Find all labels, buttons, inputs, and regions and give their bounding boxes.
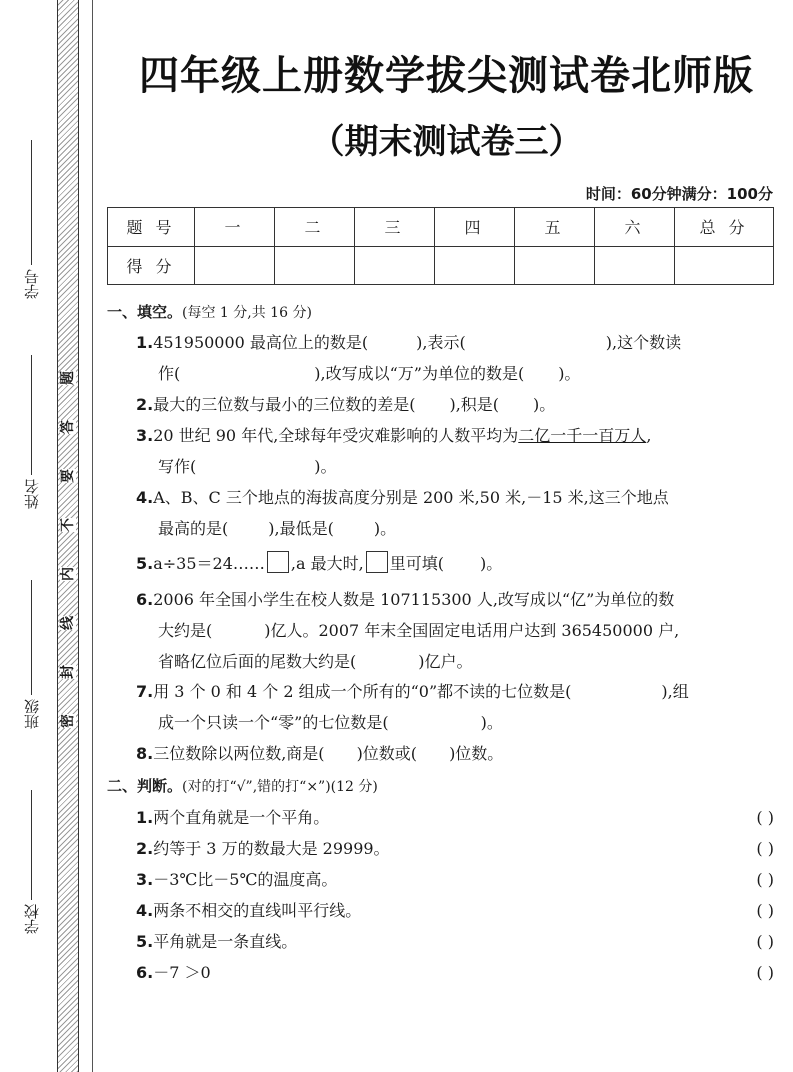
score-entry-cell[interactable] [675,246,774,285]
margin-field-label: 姓名 [22,479,41,509]
question-text: 最大的三位数与最小的三位数的差是( [153,395,416,414]
question-text: , [646,426,652,445]
margin-field-name [14,355,48,509]
score-entry-cell[interactable] [435,246,515,285]
answer-box[interactable] [366,551,388,573]
section-title: 一、填空。 [107,303,183,321]
page-title: 四年级上册数学拔尖测试卷北师版 [139,53,754,99]
page-subtitle: （期末测试卷三） [310,122,583,162]
question-number: 4. [136,488,154,507]
question-text: 451950000 最高位上的数是( [153,333,369,352]
judgment-item [136,957,774,988]
section-note: (对的打“√”,错的打“×”)(12 分) [182,779,378,795]
answer-paren[interactable]: ( ) [756,870,774,889]
question-text: )亿人。2007 年末全国固定电话用户达到 365450000 户, [264,621,680,640]
margin-field-label: 班级 [22,699,41,729]
question-text: 平角就是一条直线。 [153,932,298,951]
question-text: 最高的是( [158,519,229,538]
question-text: 约等于 3 万的数最大是 29999。 [153,839,390,858]
score-table-cell: 题 号 [108,208,195,247]
score-table-cell: 二 [275,208,355,247]
score-table-cell: 五 [515,208,595,247]
sealing-line-notice [60,370,76,762]
notice-char: 要 [60,469,76,483]
question-text: ),表示( [416,333,466,352]
question-text: ),组 [661,682,689,701]
question-6 [136,584,776,677]
section-heading [107,301,312,322]
score-entry-cell[interactable] [515,246,595,285]
question-text: 20 世纪 90 年代,全球每年受灾难影响的人数平均为 [153,426,519,445]
question-text: )。 [533,395,556,414]
question-text: )。 [373,519,397,538]
answer-box[interactable] [267,551,289,573]
score-table-cell: 六 [595,208,675,247]
section-note: (每空 1 分,共 16 分) [182,305,312,321]
score-entry-cell[interactable] [355,246,435,285]
notice-char: 不 [60,518,76,532]
score-table [107,207,774,285]
score-table-score-row [108,246,774,285]
question-text: 2006 年全国小学生在校人数是 107115300 人,改写成以“亿”为单位的数 [153,590,675,609]
question-number: 3. [136,870,154,889]
score-table-header-row [108,208,774,247]
question-text: ),这个数读 [605,333,682,352]
question-text: 省略亿位后面的尾数大约是( [158,652,357,671]
question-number: 1. [136,808,154,827]
margin-field-class [14,580,48,729]
question-text: ),积是( [449,395,500,414]
judgment-item [136,895,774,926]
score-table-cell: 三 [355,208,435,247]
section-heading [107,775,378,796]
answer-paren[interactable]: ( ) [756,808,774,827]
question-number: 2. [136,395,154,414]
question-text: )。 [480,713,503,732]
question-text: )亿户。 [418,652,473,671]
judgment-item [136,926,774,957]
question-number: 8. [136,744,154,763]
binding-margin [0,0,100,1072]
question-number: 6. [136,963,154,982]
score-table-cell: 总 分 [675,208,774,247]
notice-char: 内 [60,567,76,581]
question-number: 6. [136,590,154,609]
judgment-item [136,833,774,864]
question-text: a÷35＝24…… [153,554,265,573]
answer-paren[interactable]: ( ) [756,963,774,982]
question-text: ),最低是( [268,519,334,538]
score-table-cell: 得 分 [108,246,195,285]
question-3 [136,420,776,482]
question-7 [136,676,776,738]
notice-char: 线 [60,616,76,630]
question-number: 1. [136,333,154,352]
margin-field-student-id [14,140,48,299]
question-text: 写作( [158,457,197,476]
question-number: 4. [136,901,154,920]
question-text: 三位数除以两位数,商是( [153,744,325,763]
question-number: 5. [136,932,154,951]
question-text: )。 [479,554,503,573]
score-entry-cell[interactable] [275,246,355,285]
question-number: 5. [136,554,154,573]
score-entry-cell[interactable] [195,246,275,285]
underlined-text: 二亿一千一百万人 [518,426,647,445]
margin-field-school [14,790,48,934]
question-text: ),改写成以“万”为单位的数是( [314,364,525,383]
question-text: 成一个只读一个“零”的七位数是( [158,713,389,732]
question-text: 两条不相交的直线叫平行线。 [153,901,362,920]
score-entry-cell[interactable] [595,246,675,285]
question-text: 作( [158,364,181,383]
question-2 [136,389,776,420]
judgment-list [136,802,774,988]
margin-border-line [92,0,93,1072]
question-text: )位数或( [356,744,418,763]
question-number: 3. [136,426,154,445]
answer-paren[interactable]: ( ) [756,932,774,951]
margin-field-label: 学号 [22,269,41,299]
judgment-item [136,864,774,895]
notice-char: 密 [60,714,76,728]
section-title: 二、判断。 [107,777,183,795]
question-8 [136,738,776,769]
notice-char: 答 [60,420,76,434]
question-text: ,a 最大时, [290,554,364,573]
question-text: －7 ＞0 [153,963,211,982]
score-table-cell: 一 [195,208,275,247]
margin-border-line [78,0,79,1072]
question-text: )。 [558,364,581,383]
question-number: 2. [136,839,154,858]
question-text: 两个直角就是一个平角。 [153,808,330,827]
question-5 [136,548,776,579]
notice-char: 封 [60,665,76,679]
judgment-item [136,802,774,833]
margin-border-line [57,0,58,1072]
question-text: 大约是( [158,621,213,640]
question-text: )位数。 [449,744,504,763]
question-4 [136,482,776,544]
score-table-cell: 四 [435,208,515,247]
answer-paren[interactable]: ( ) [756,901,774,920]
question-text: A、B、C 三个地点的海拔高度分别是 200 米,50 米,－15 米,这三个地点 [153,488,669,507]
margin-field-label: 学校 [22,904,41,934]
question-text: )。 [314,457,337,476]
notice-char: 题 [60,371,76,385]
question-text: 里可填( [389,554,444,573]
answer-paren[interactable]: ( ) [756,839,774,858]
question-text: －3℃比－5℃的温度高。 [153,870,338,889]
time-score-info: 时间：60分钟满分：100分 [585,185,773,203]
question-text: 用 3 个 0 和 4 个 2 组成一个所有的“0”都不读的七位数是( [153,682,572,701]
question-number: 7. [136,682,154,701]
question-1 [136,327,776,389]
